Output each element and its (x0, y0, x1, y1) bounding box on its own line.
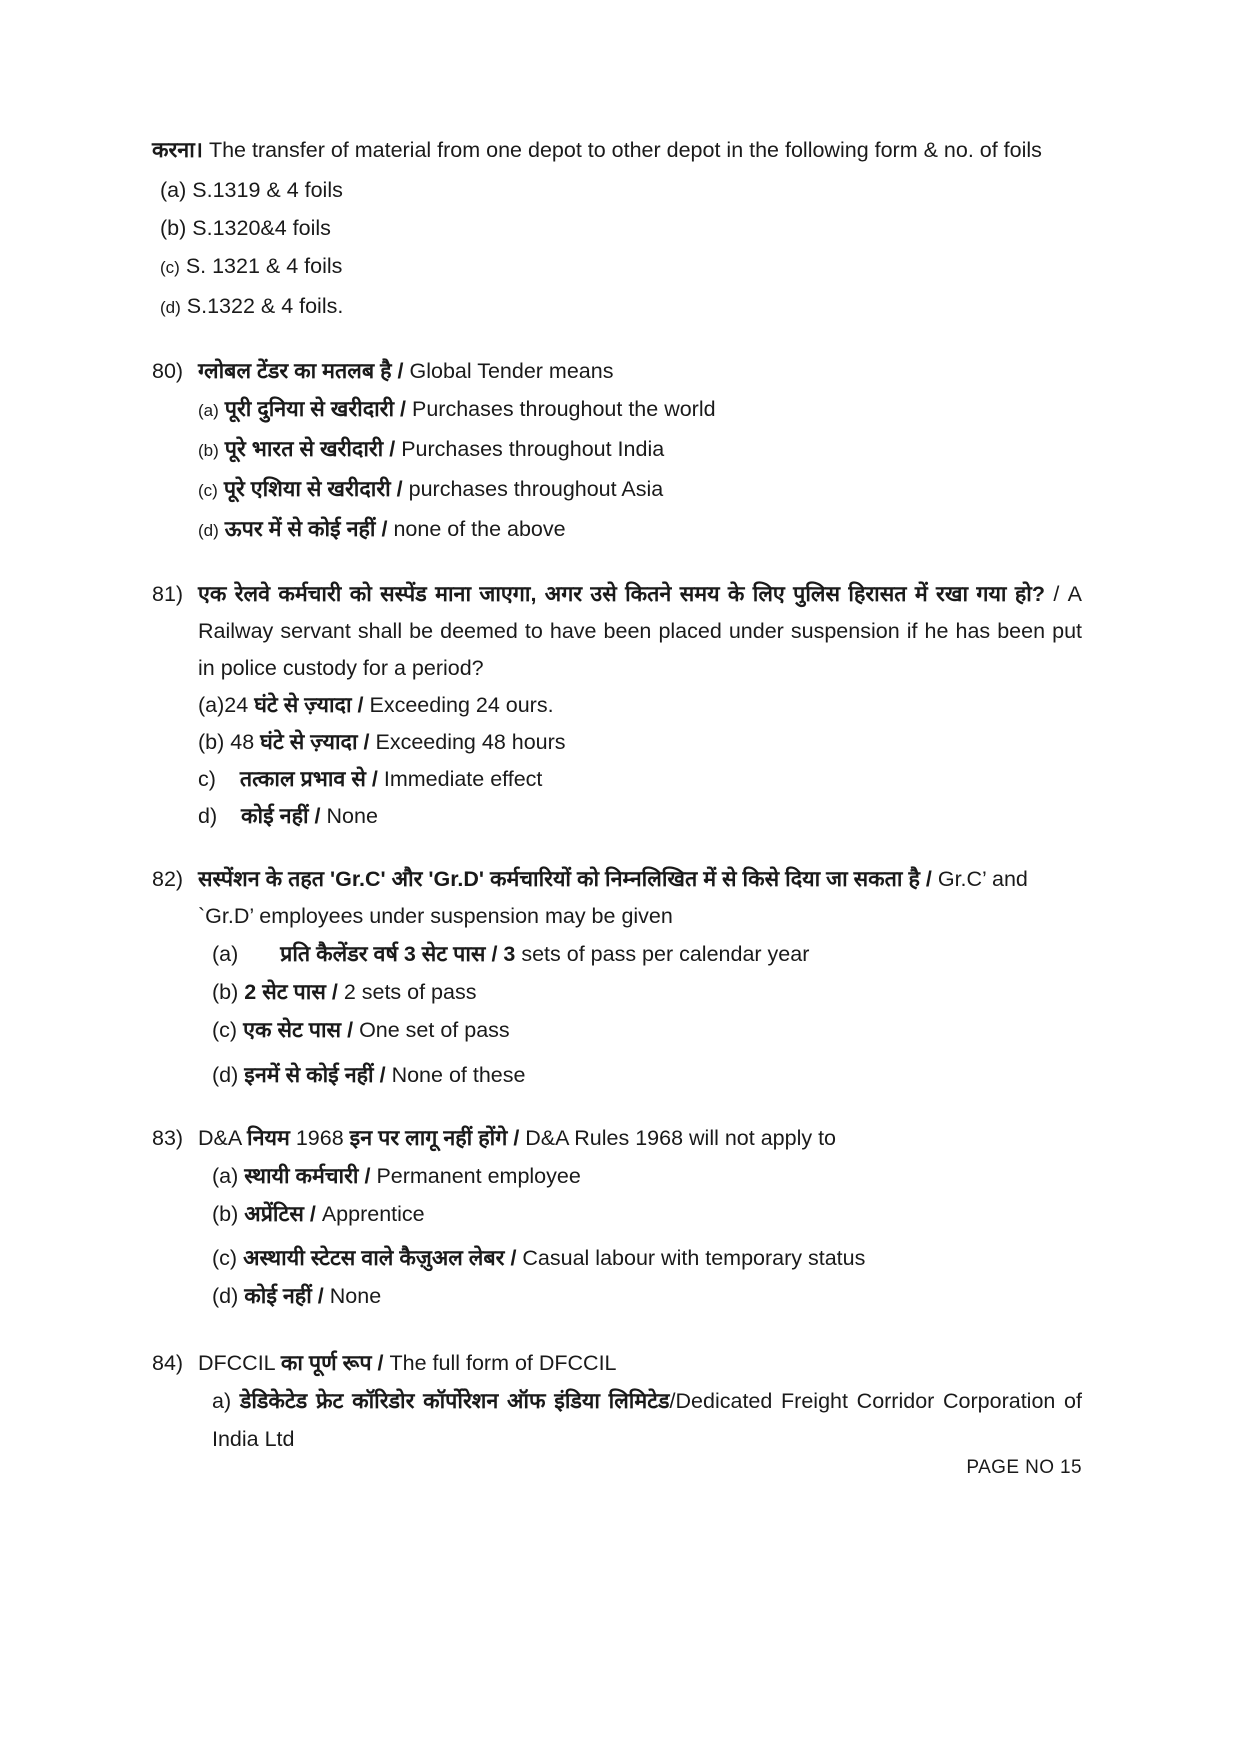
option-prefix: 48 (230, 730, 255, 754)
option-row[interactable] (198, 798, 1082, 835)
option-label: (d) (212, 1284, 239, 1308)
question-82-header (152, 861, 1082, 935)
option-hindi: पूरे भारत से खरीदारी (224, 437, 384, 461)
question-hindi: सस्पेंशन के तहत 'Gr.C' और 'Gr.D' कर्मचारियों को निम्नलिखित में से किसे दिया जा सकता है (198, 867, 920, 891)
question-84-header (152, 1345, 1082, 1382)
option-english: None (329, 1284, 382, 1308)
option-english: None (326, 804, 378, 828)
question-hindi-cont: इन पर लागू नहीं होंगे (349, 1126, 508, 1150)
language-separator: / (357, 693, 364, 717)
option-hindi: डेडिकेटेड फ्रेट कॉरिडोर कॉर्पोरेशन ऑफ इंडिया लिमिटेड (239, 1389, 670, 1413)
option-separator: / (669, 1389, 676, 1413)
language-separator: / (309, 1202, 316, 1226)
language-separator: / (363, 730, 370, 754)
option-label: d) (198, 804, 218, 828)
question-84 (152, 1345, 1088, 1458)
option-label: (a) (198, 401, 219, 420)
question-84-text (198, 1345, 1082, 1382)
option-row[interactable] (212, 1239, 1082, 1277)
question-79-english-stem: The transfer of material from one depot to other depot in the following form & no. of foils (202, 138, 1042, 162)
option-hindi: स्थायी कर्मचारी (244, 1164, 359, 1188)
option-label: (a) (212, 1164, 239, 1188)
option-label: a) (212, 1389, 232, 1413)
language-separator: / (379, 1063, 386, 1087)
option-hindi: 2 सेट पास (244, 980, 326, 1004)
language-separator: / (381, 517, 388, 541)
option-label: (c) (198, 481, 218, 500)
option-label: (c) (160, 258, 180, 277)
question-80-header (152, 353, 1082, 390)
question-81-text (198, 576, 1082, 687)
question-82 (152, 861, 1082, 1094)
option-label: (b) (212, 1202, 239, 1226)
question-80 (152, 353, 1082, 550)
option-label: (a) (212, 942, 239, 966)
question-number: 80) (152, 359, 184, 383)
option-label: c) (198, 767, 216, 791)
language-separator: / (331, 980, 338, 1004)
option-label: (a) (198, 693, 225, 717)
option-label: (d) (198, 521, 219, 540)
option-hindi: इनमें से कोई नहीं (244, 1063, 374, 1087)
option-row[interactable] (198, 724, 1082, 761)
option-hindi: अप्रेंटिस (244, 1202, 304, 1226)
option-row[interactable] (160, 171, 1082, 209)
option-english: purchases throughout Asia (408, 477, 664, 501)
option-english: 2 sets of pass (343, 980, 477, 1004)
option-english: One set of pass (359, 1018, 510, 1042)
question-code: D&A (198, 1126, 242, 1150)
option-label: (c) (212, 1018, 238, 1042)
option-text: S.1319 & 4 foils (192, 178, 343, 202)
language-separator: / (364, 1164, 371, 1188)
option-row[interactable] (198, 510, 1082, 550)
option-row[interactable] (198, 470, 1082, 510)
option-row[interactable] (212, 973, 1082, 1011)
question-79-hindi-lead: करना। (152, 138, 203, 162)
question-number: 84) (152, 1351, 184, 1375)
question-code: DFCCIL (198, 1351, 275, 1375)
question-82-text (198, 861, 1082, 935)
option-hindi: कोई नहीं (244, 1284, 312, 1308)
question-english: A Railway servant shall be deemed to have been placed under suspension if he has been put in police custody for a period? (198, 582, 1082, 680)
option-row[interactable] (212, 1157, 1082, 1195)
option-english: Immediate effect (383, 767, 543, 791)
option-label: (b) (198, 441, 219, 460)
option-label: (c) (212, 1246, 238, 1270)
option-row[interactable] (198, 430, 1082, 470)
option-english: Permanent employee (376, 1164, 581, 1188)
page-content (152, 132, 1088, 1458)
option-english: none of the above (393, 517, 566, 541)
question-81-options (198, 687, 1082, 835)
option-hindi: पूरी दुनिया से खरीदारी (224, 397, 395, 421)
option-row[interactable] (212, 1056, 1082, 1094)
option-label: (b) (212, 980, 239, 1004)
option-row[interactable] (198, 761, 1082, 798)
option-english-bold: 3 (503, 942, 516, 966)
question-year: 1968 (295, 1126, 344, 1150)
option-english: sets of pass per calendar year (515, 942, 810, 966)
option-row[interactable] (212, 935, 1082, 973)
language-separator: / (389, 437, 396, 461)
question-number: 83) (152, 1126, 184, 1150)
question-hindi: नियम (247, 1126, 290, 1150)
question-english: The full form of DFCCIL (389, 1351, 617, 1375)
option-hindi: घंटे से ज़्यादा (260, 730, 358, 754)
question-83 (152, 1120, 1082, 1315)
question-79-options (160, 171, 1082, 327)
language-separator: / (925, 867, 932, 891)
option-hindi: कोई नहीं (241, 804, 309, 828)
question-81 (152, 576, 1082, 835)
question-number: 81) (152, 582, 184, 606)
option-english: Exceeding 48 hours (375, 730, 566, 754)
question-83-text (198, 1120, 1082, 1157)
question-79-continuation (152, 132, 1082, 327)
option-hindi: ऊपर में से कोई नहीं (224, 517, 376, 541)
language-separator: / (377, 1351, 384, 1375)
option-row[interactable] (212, 1195, 1082, 1233)
page-footer: PAGE NO 15 (966, 1457, 1082, 1478)
question-80-text (198, 353, 1082, 390)
option-row[interactable] (160, 287, 1082, 327)
question-83-header (152, 1120, 1082, 1157)
option-english: Purchases throughout India (401, 437, 665, 461)
option-row[interactable] (160, 209, 1082, 247)
language-separator: / (371, 767, 378, 791)
language-separator: / (347, 1018, 354, 1042)
language-separator: / (400, 397, 407, 421)
option-label: (b) (160, 216, 187, 240)
question-english: Gr.C’ and `Gr.D’ employees under suspension may be given (198, 867, 1028, 928)
option-hindi: पूरे एशिया से खरीदारी (223, 477, 391, 501)
question-84-options (212, 1382, 1088, 1458)
option-label: (d) (160, 298, 181, 317)
option-label: (b) (198, 730, 225, 754)
option-english: Purchases throughout the world (412, 397, 716, 421)
option-english: Casual labour with temporary status (522, 1246, 866, 1270)
option-english: Exceeding 24 ours. (369, 693, 554, 717)
option-english: Apprentice (321, 1202, 425, 1226)
option-hindi: एक सेट पास (243, 1018, 342, 1042)
option-hindi: तत्काल प्रभाव से (239, 767, 366, 791)
language-separator: / (1053, 582, 1060, 606)
question-hindi: एक रेलवे कर्मचारी को सस्पेंड माना जाएगा, अगर उसे कितने समय के लिए पुलिस हिरासत में रखा गया हो? (198, 582, 1045, 606)
question-number: 82) (152, 867, 184, 891)
question-79-stem (152, 132, 1082, 169)
option-row[interactable] (212, 1011, 1082, 1049)
option-row[interactable] (212, 1382, 1088, 1458)
option-english: Dedicated Freight Corridor Corporation of India Ltd (212, 1389, 1088, 1451)
option-row[interactable] (198, 390, 1082, 430)
question-81-header (152, 576, 1082, 687)
option-text: S.1320&4 foils (192, 216, 331, 240)
question-82-options (212, 935, 1082, 1094)
option-row[interactable] (160, 247, 1082, 287)
option-row[interactable] (212, 1277, 1082, 1315)
option-label: (d) (212, 1063, 239, 1087)
question-english: Global Tender means (409, 359, 614, 383)
question-hindi: का पूर्ण रूप (280, 1351, 372, 1375)
language-separator: / (513, 1126, 520, 1150)
option-row[interactable] (198, 687, 1082, 724)
option-hindi: प्रति कैलेंडर वर्ष 3 सेट पास (280, 942, 486, 966)
option-text: S.1322 & 4 foils. (186, 294, 344, 318)
option-prefix: 24 (224, 693, 249, 717)
question-83-options (212, 1157, 1082, 1315)
question-hindi: ग्लोबल टेंडर का मतलब है (198, 359, 392, 383)
option-text: S. 1321 & 4 foils (185, 254, 343, 278)
language-separator: / (397, 359, 404, 383)
question-english: D&A Rules 1968 will not apply to (525, 1126, 837, 1150)
option-english: None of these (391, 1063, 526, 1087)
option-label: (a) (160, 178, 187, 202)
language-separator: / (314, 804, 321, 828)
language-separator: / (396, 477, 403, 501)
question-80-options (198, 390, 1082, 550)
language-separator: / (317, 1284, 324, 1308)
option-hindi: अस्थायी स्टेटस वाले कैज़ुअल लेबर (243, 1246, 505, 1270)
language-separator: / (510, 1246, 517, 1270)
language-separator: / (491, 942, 498, 966)
option-hindi: घंटे से ज़्यादा (254, 693, 352, 717)
